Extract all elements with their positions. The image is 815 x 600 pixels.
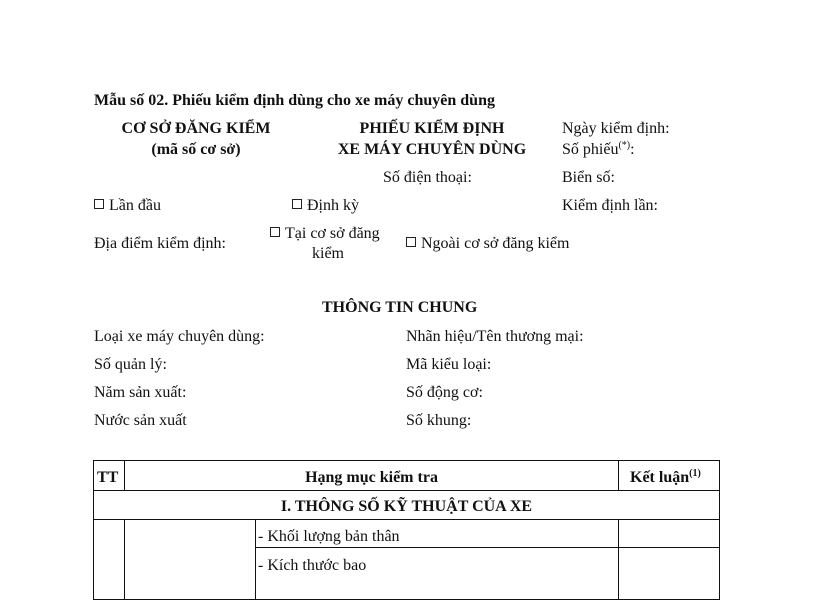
table-divider (93, 490, 720, 491)
location-label: Địa điểm kiểm định: (94, 235, 226, 252)
form-number-label (562, 141, 635, 159)
org-name: CƠ SỞ ĐĂNG KIỂM (121, 120, 271, 137)
form-number-colon: : (630, 141, 635, 158)
at-facility-label-cont: kiểm (312, 245, 344, 262)
inspection-date-label: Ngày kiểm định: (562, 120, 670, 137)
col-result-note: (1) (689, 468, 701, 479)
manufacture-year-label: Năm sản xuất: (94, 384, 187, 401)
checkbox-icon (270, 227, 280, 237)
chassis-number-label: Số khung: (406, 412, 472, 429)
checkbox-icon (94, 199, 104, 209)
model-code-label: Mã kiểu loại: (406, 356, 492, 373)
first-time-label: Lần đầu (109, 197, 161, 214)
org-code: (mã số cơ sở) (151, 141, 241, 158)
outside-facility-label: Ngoài cơ sở đăng kiểm (421, 235, 570, 252)
at-facility-option[interactable] (270, 225, 380, 243)
table-divider (93, 519, 720, 520)
vehicle-type-label: Loại xe máy chuyên dùng: (94, 328, 265, 345)
checkbox-icon (292, 199, 302, 209)
table-divider (124, 519, 125, 599)
general-info-heading: THÔNG TIN CHUNG (322, 299, 478, 316)
periodic-option[interactable] (292, 197, 359, 215)
section-heading: I. THÔNG SỐ KỸ THUẬT CỦA XE (280, 498, 533, 515)
at-facility-label: Tại cơ sở đăng (285, 225, 380, 242)
inspection-count-label: Kiểm định lần: (562, 197, 658, 214)
table-divider (255, 519, 256, 599)
table-divider (618, 519, 619, 599)
col-result-text: Kết luận (630, 469, 690, 486)
plate-label: Biển số: (562, 169, 615, 186)
phone-label: Số điện thoại: (383, 169, 472, 186)
table-row: - Kích thước bao (258, 557, 367, 574)
form-number-text: Số phiếu (562, 141, 619, 158)
brand-label: Nhãn hiệu/Tên thương mại: (406, 328, 584, 345)
periodic-label: Định kỳ (307, 197, 359, 214)
form-title: Mẫu số 02. Phiếu kiểm định dùng cho xe máy chuyên dùng (94, 92, 495, 109)
table-row: - Khối lượng bản thân (258, 528, 400, 545)
document-subtitle: XE MÁY CHUYÊN DÙNG (337, 141, 527, 158)
col-result-header (630, 469, 701, 487)
manufacture-country-label: Nước sản xuất (94, 412, 187, 429)
col-item-header: Hạng mục kiểm tra (305, 469, 438, 486)
document-title: PHIẾU KIỂM ĐỊNH (359, 120, 505, 137)
outside-facility-option[interactable] (406, 235, 569, 253)
form-number-note: (*) (618, 140, 631, 151)
col-tt-header: TT (97, 469, 119, 486)
first-time-option[interactable] (94, 197, 161, 215)
table-divider (255, 547, 720, 548)
engine-number-label: Số động cơ: (406, 384, 483, 401)
table-divider (618, 460, 619, 490)
checkbox-icon (406, 237, 416, 247)
management-number-label: Số quản lý: (94, 356, 167, 373)
